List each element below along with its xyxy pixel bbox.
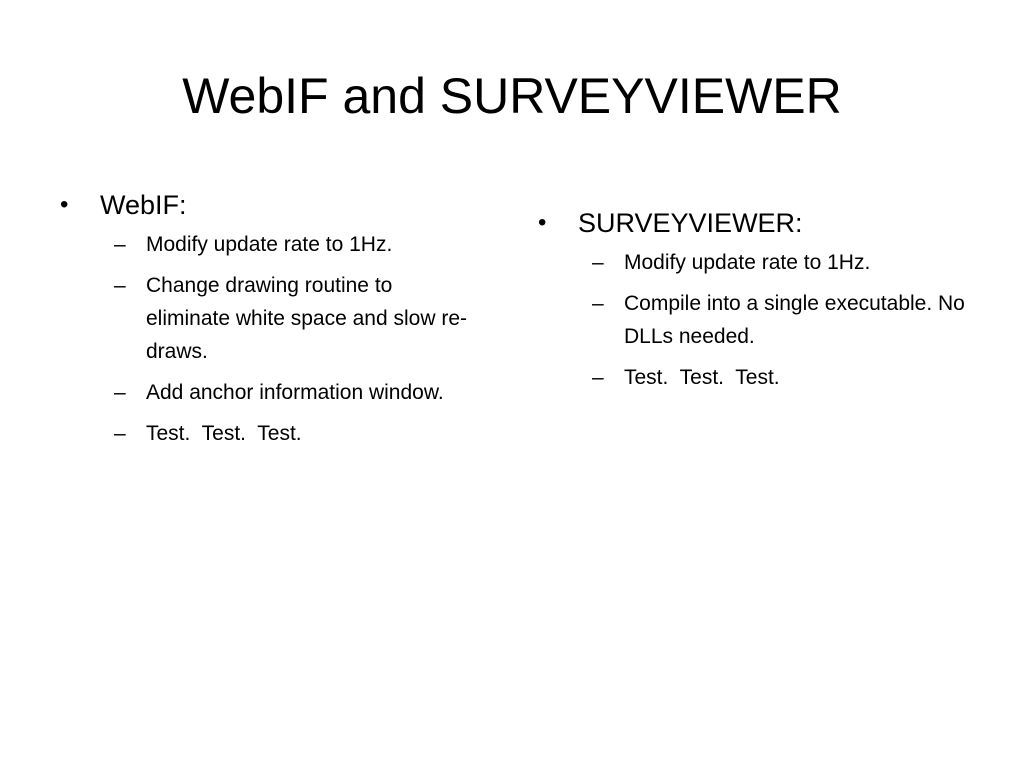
dash-icon: – — [114, 422, 126, 445]
list-item — [534, 361, 994, 394]
webif-sub-list — [56, 228, 476, 450]
bullet-heading-webif — [56, 186, 476, 224]
bullet-icon: • — [60, 191, 69, 218]
list-item — [56, 228, 476, 261]
list-item-text: Compile into a single executable. No DLLs needed. — [624, 292, 965, 348]
dash-icon: – — [114, 274, 126, 297]
list-item-text: Modify update rate to 1Hz. — [146, 233, 393, 256]
left-column — [56, 186, 476, 458]
dash-icon: – — [592, 366, 604, 389]
dash-icon: – — [114, 381, 126, 404]
surveyviewer-sub-list — [534, 246, 994, 394]
list-item-text: Test. Test. Test. — [624, 366, 780, 389]
list-item-text: Add anchor information window. — [146, 381, 444, 404]
list-item-text: Test. Test. Test. — [146, 422, 302, 445]
bullet-icon: • — [538, 209, 547, 236]
dash-icon: – — [592, 292, 604, 315]
dash-icon: – — [114, 233, 126, 256]
bullet-heading-surveyviewer — [534, 204, 994, 242]
list-item — [534, 287, 994, 353]
slide-title: WebIF and SURVEYVIEWER — [182, 68, 842, 124]
dash-icon: – — [592, 251, 604, 274]
list-item — [56, 269, 476, 368]
list-item-text: Change drawing routine to eliminate white space and slow re-draws. — [146, 274, 467, 363]
list-item — [534, 246, 994, 279]
list-item-text: Modify update rate to 1Hz. — [624, 251, 871, 274]
bullet-heading-text: WebIF: — [100, 190, 187, 220]
right-column — [534, 204, 994, 402]
list-item — [56, 376, 476, 409]
list-item — [56, 417, 476, 450]
bullet-heading-text: SURVEYVIEWER: — [578, 208, 803, 238]
